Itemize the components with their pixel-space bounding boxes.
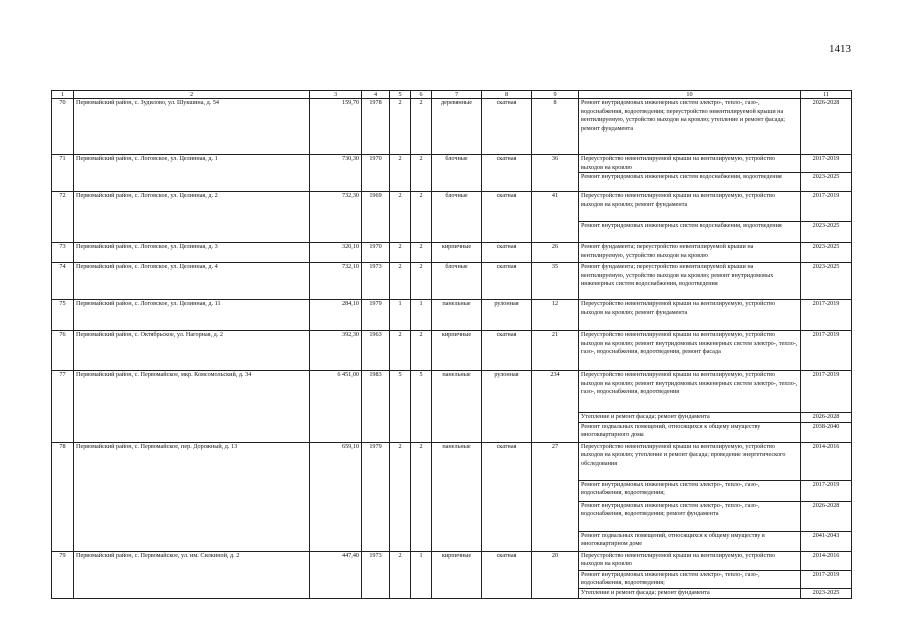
table-row [52,99,852,155]
work-description: Переустройство невентилируемой крыши на вентилируемую, устройство выходов на кровлю; ремонт фундамента [579,300,801,331]
wall-material: блочные [432,155,482,192]
floors-count: 5 [390,371,411,443]
wall-material: деревянные [432,99,482,155]
table-row [52,371,852,413]
column-number: 5 [390,91,411,99]
table-row [52,192,852,222]
build-year: 1963 [362,331,390,371]
row-number: 78 [52,442,74,551]
row-number: 70 [52,99,74,155]
roof-type: рулонная [482,300,532,331]
residents-count: 41 [532,192,579,243]
entrances-count: 1 [411,300,432,331]
work-period: 2017-2019 [801,331,852,371]
work-description: Переустройство невентилируемой крыши на вентилируемую, устройство выходов на кровлю; утепление и ремонт фасада; проведение энергетического обследования [579,442,801,480]
entrances-count: 2 [411,155,432,192]
build-year: 1973 [362,263,390,300]
residents-count: 36 [532,155,579,192]
roof-type: рулонная [482,371,532,443]
work-period: 2026-2028 [801,413,852,423]
work-period: 2017-2019 [801,155,852,173]
work-period: 2026-2028 [801,99,852,155]
table-row [52,155,852,173]
entrances-count: 2 [411,442,432,551]
column-number: 9 [532,91,579,99]
work-description: Ремонт внутридомовых инженерных систем водоснабжения, водоотведения [579,173,801,192]
work-period: 2014-2016 [801,442,852,480]
floors-count: 2 [390,442,411,551]
roof-type: скатная [482,551,532,598]
building-address: Первомайский район, с. Логовское, ул. Целинная, д. 3 [74,243,310,263]
table-row [52,243,852,263]
build-year: 1978 [362,99,390,155]
roof-type: скатная [482,243,532,263]
work-description: Ремонт внутридомовых инженерных систем электро-, тепло-, газо-, водоснабжения, водоотведения; ремонт фундамента [579,501,801,531]
floors-count: 2 [390,99,411,155]
work-description: Переустройство невентилируемой крыши на вентилируемую, устройство выходов на кровлю [579,551,801,570]
building-address: Первомайский район, с. Первомайское, пер. Дорожный, д. 13 [74,442,310,551]
residents-count: 20 [532,551,579,598]
residents-count: 234 [532,371,579,443]
residents-count: 21 [532,331,579,371]
table-row [52,442,852,480]
building-address: Первомайский район, с. Первомайское, ул. им. Силкиной, д. 2 [74,551,310,598]
work-period: 2017-2019 [801,192,852,222]
floors-count: 2 [390,331,411,371]
residents-count: 8 [532,99,579,155]
build-year: 1970 [362,155,390,192]
floors-count: 2 [390,551,411,598]
entrances-count: 2 [411,331,432,371]
roof-type: скатная [482,442,532,551]
row-number: 76 [52,331,74,371]
table-row [52,263,852,300]
building-address: Первомайский район, с. Логовское, ул. Целинная, д. 2 [74,192,310,243]
roof-type: скатная [482,331,532,371]
row-number: 77 [52,371,74,443]
building-address: Первомайский район, с. Октябрьское, ул. Нагорная, д. 2 [74,331,310,371]
floors-count: 1 [390,300,411,331]
entrances-count: 2 [411,243,432,263]
work-period: 2017-2019 [801,371,852,413]
wall-material: панельные [432,442,482,551]
column-number: 10 [579,91,801,99]
row-number: 71 [52,155,74,192]
column-number: 1 [52,91,74,99]
total-area: 730,30 [310,155,362,192]
residents-count: 12 [532,300,579,331]
build-year: 1970 [362,243,390,263]
total-area: 732,30 [310,192,362,243]
work-period: 2023-2025 [801,263,852,300]
build-year: 1973 [362,551,390,598]
column-number: 3 [310,91,362,99]
build-year: 1979 [362,300,390,331]
work-description: Ремонт внутридомовых инженерных систем электро-, тепло-, газо-, водоснабжения, водоотведения; [579,480,801,501]
work-description: Ремонт внутридомовых инженерных систем электро-, тепло-, газо-, водоснабжения, водоотведения; переустройство невентилируемой крыши на вентилируемую, устройство выходов на кровлю; утепление и ремонт фасада; ремонт фундамента [579,99,801,155]
column-number-row [52,91,852,99]
work-description: Ремонт фундамента; переустройство невентилируемой крыши на вентилируемую, устройство выходов на кровлю; ремонт внутридомовых инженерных систем водоснабжения, водоотведения [579,263,801,300]
total-area: 447,40 [310,551,362,598]
work-period: 2038-2040 [801,422,852,442]
floors-count: 2 [390,155,411,192]
work-description: Ремонт внутридомовых инженерных систем электро-, тепло-, газо-, водоснабжения, водоотведения; [579,570,801,588]
entrances-count: 2 [411,99,432,155]
building-address: Первомайский район, с. Зудилово, ул. Шукшина, д. 54 [74,99,310,155]
building-address: Первомайский район, с. Логовское, ул. Целинная, д. 11 [74,300,310,331]
row-number: 75 [52,300,74,331]
work-description: Переустройство невентилируемой крыши на вентилируемую, устройство выходов на кровлю [579,155,801,173]
roof-type: скатная [482,192,532,243]
work-period: 2023-2025 [801,243,852,263]
build-year: 1983 [362,371,390,443]
work-period: 2023-2025 [801,173,852,192]
entrances-count: 5 [411,371,432,443]
work-period: 2023-2025 [801,222,852,243]
work-period: 2026-2028 [801,501,852,531]
work-period: 2017-2019 [801,480,852,501]
total-area: 392,30 [310,331,362,371]
buildings-table [51,90,852,599]
residents-count: 27 [532,442,579,551]
column-number: 8 [482,91,532,99]
work-description: Ремонт подвальных помещений, относящихся к общему имуществу многоквартирного дома [579,422,801,442]
build-year: 1979 [362,442,390,551]
wall-material: блочные [432,192,482,243]
building-address: Первомайский район, с. Первомайское, мкр. Комсомольский, д. 34 [74,371,310,443]
row-number: 72 [52,192,74,243]
work-description: Переустройство невентилируемой крыши на вентилируемую, устройство выходов на кровлю; ремонт внутридомовых инженерных систем электро-, тепло-, газо-, водоснабжения, водоотведения [579,371,801,413]
wall-material: панельные [432,371,482,443]
column-number: 4 [362,91,390,99]
work-description: Утепление и ремонт фасада; ремонт фундамента [579,413,801,423]
column-number: 6 [411,91,432,99]
total-area: 732,10 [310,263,362,300]
building-address: Первомайский район, с. Логовское, ул. Целинная, д. 1 [74,155,310,192]
total-area: 159,70 [310,99,362,155]
floors-count: 2 [390,243,411,263]
wall-material: панельные [432,300,482,331]
column-number: 7 [432,91,482,99]
build-year: 1969 [362,192,390,243]
column-number: 11 [801,91,852,99]
table-row [52,331,852,371]
work-description: Переустройство невентилируемой крыши на вентилируемую, устройство выходов на кровлю; ремонт фундамента [579,192,801,222]
total-area: 6 451,00 [310,371,362,443]
work-period: 2017-2019 [801,300,852,331]
work-description: Ремонт внутридомовых инженерных систем водоснабжения, водоотведения [579,222,801,243]
floors-count: 2 [390,263,411,300]
entrances-count: 2 [411,263,432,300]
total-area: 284,10 [310,300,362,331]
row-number: 79 [52,551,74,598]
wall-material: кирпичные [432,331,482,371]
work-description: Переустройство невентилируемой крыши на вентилируемую, устройство выходов на кровлю; ремонт внутридомовых инженерных систем электро-, тепло-, газо-, водоснабжения, водоотведения, ремонт фасада [579,331,801,371]
row-number: 73 [52,243,74,263]
row-number: 74 [52,263,74,300]
work-period: 2041-2043 [801,531,852,551]
wall-material: блочные [432,263,482,300]
page-number: 1413 [829,43,851,55]
work-period: 2014-2016 [801,551,852,570]
total-area: 659,10 [310,442,362,551]
total-area: 320,10 [310,243,362,263]
entrances-count: 1 [411,551,432,598]
roof-type: скатная [482,263,532,300]
roof-type: скатная [482,155,532,192]
entrances-count: 2 [411,192,432,243]
column-number: 2 [74,91,310,99]
work-period: 2023-2025 [801,588,852,598]
table-row [52,551,852,570]
work-period: 2017-2019 [801,570,852,588]
wall-material: кирпичные [432,243,482,263]
work-description: Ремонт фундамента; переустройство невентилируемой крыши на вентилируемую, устройство выходов на кровлю [579,243,801,263]
residents-count: 35 [532,263,579,300]
table-row [52,300,852,331]
wall-material: кирпичные [432,551,482,598]
work-description: Утепление и ремонт фасада; ремонт фундамента [579,588,801,598]
residents-count: 26 [532,243,579,263]
building-address: Первомайский район, с. Логовское, ул. Целинная, д. 4 [74,263,310,300]
roof-type: скатная [482,99,532,155]
work-description: Ремонт подвальных помещений, относящихся к общему имуществу в многоквартирном доме [579,531,801,551]
floors-count: 2 [390,192,411,243]
